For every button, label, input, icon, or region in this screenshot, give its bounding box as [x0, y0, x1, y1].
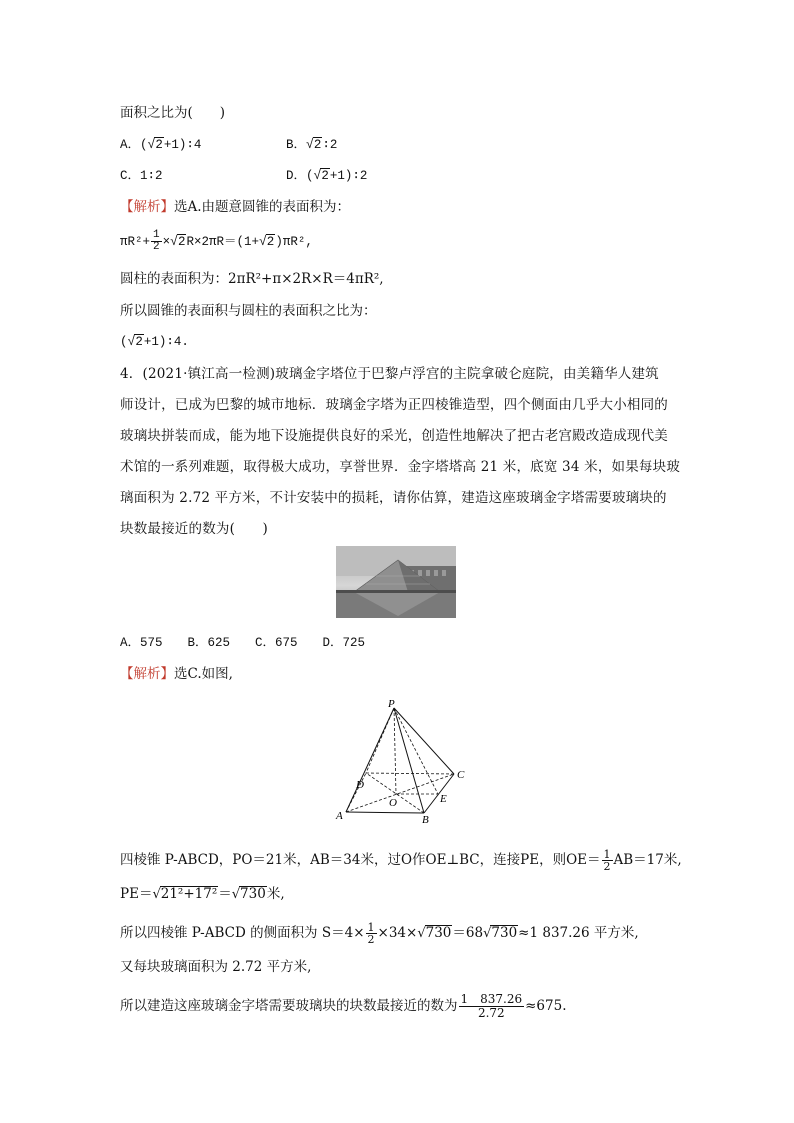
sqrt-arg: 21²+17² — [160, 886, 218, 902]
formula-part2: × — [162, 234, 171, 249]
frac-num: 1 — [153, 229, 160, 241]
q4-solution-5 — [120, 993, 567, 1020]
q4-solution-1 — [120, 849, 682, 872]
sqrt-symbol: √ — [147, 137, 156, 152]
pyramid-svg — [330, 698, 470, 826]
q3-ratio-intro: 所以圆锥的表面积与圆柱的表面积之比为： — [120, 303, 377, 319]
option-a-tail: +1)∶4 — [163, 138, 202, 152]
louvre-pyramid-photo — [336, 546, 456, 618]
q4-options: A．575 B．625 C．675 D．725 — [120, 636, 366, 650]
fraction — [459, 993, 525, 1020]
sqrt-symbol: √ — [483, 926, 492, 941]
label-o: O — [389, 797, 397, 809]
sqrt-symbol: √ — [258, 233, 267, 249]
sol3-c: ＝68 — [452, 925, 484, 941]
sqrt-symbol: √ — [313, 168, 322, 183]
sqrt-arg: 2 — [266, 234, 275, 249]
sqrt-arg: 2 — [177, 234, 186, 249]
label-c: C — [457, 769, 465, 781]
formula-part3: R×2πR＝(1+ — [186, 234, 259, 249]
sqrt-symbol: √ — [306, 137, 314, 152]
edge-pa — [346, 708, 394, 812]
formula-part4: )πR², — [275, 234, 313, 249]
option-a-label: A．( — [120, 138, 148, 152]
frac-den: 2 — [153, 241, 160, 253]
edge-dc — [366, 773, 454, 774]
sqrt-arg: 2 — [313, 138, 322, 152]
label-e: E — [440, 793, 447, 805]
edge-pb — [394, 708, 424, 813]
analysis-tag: 【解析】 — [120, 199, 174, 215]
sqrt-arg: 2 — [321, 169, 329, 183]
q4-line-1: 4．(2021·镇江高一检测)玻璃金字塔位于巴黎卢浮宫的主院拿破仑庭院，由美籍华人建筑 — [120, 366, 659, 382]
sqrt-symbol: √ — [231, 887, 241, 902]
fraction — [602, 849, 613, 872]
slant-pe — [394, 708, 438, 794]
sol1-a: 四棱锥 P-ABCD，PO＝21米，AB＝34米，过O作OE⊥BC，连接PE，则OE＝ — [120, 852, 601, 868]
sqrt-symbol: √ — [170, 233, 178, 249]
sqrt-symbol: √ — [417, 926, 426, 941]
ratio-open: ( — [120, 335, 128, 349]
q3-ratio — [120, 333, 189, 351]
sqrt-arg: 2 — [155, 138, 163, 152]
edge-bc — [424, 774, 454, 813]
edge-pd — [366, 708, 394, 773]
sol3-a: 所以四棱锥 P-ABCD 的侧面积为 S＝4× — [120, 925, 365, 941]
fraction — [366, 922, 377, 945]
height-po — [394, 708, 396, 794]
analysis-lead: 选C.如图, — [174, 666, 233, 682]
sol2-c: 米, — [266, 886, 285, 902]
sqrt-symbol: √ — [152, 887, 161, 902]
sqrt-arg: 730 — [240, 886, 266, 902]
frac-num: 1 — [603, 848, 611, 861]
q3-option-a — [120, 136, 201, 154]
q3-analysis — [120, 198, 350, 216]
frac-num: 1 — [367, 921, 375, 934]
sol3-d: ≈1 837.26 平方米, — [518, 925, 639, 941]
option-b-label: B． — [286, 138, 307, 152]
option-b-tail: ∶2 — [322, 138, 338, 152]
label-p: P — [388, 698, 395, 710]
q3-stem-tail: 面积之比为( ) — [120, 105, 226, 121]
sol2-b: ＝ — [218, 886, 232, 902]
option-d-label: D．( — [286, 169, 314, 183]
label-a: A — [336, 810, 343, 822]
q4-line-2: 师设计，已成为巴黎的城市地标．玻璃金字塔为正四棱锥造型，四个侧面由几乎大小相同的 — [120, 397, 668, 413]
sol5-a: 所以建造这座玻璃金字塔需要玻璃块的块数最接近的数为 — [120, 998, 458, 1014]
q4-line-3: 玻璃块拼装而成，能为地下设施提供良好的采光，创造性地解决了把古老宫殿改造成现代美 — [120, 428, 668, 444]
analysis-tag: 【解析】 — [120, 666, 174, 682]
q3-option-c: C．1∶2 — [120, 169, 163, 183]
label-d: D — [356, 779, 364, 791]
sol2-a: PE＝ — [120, 886, 153, 902]
sqrt-arg: 2 — [135, 335, 143, 349]
q3-option-b — [286, 136, 337, 154]
frac-den: 2 — [367, 933, 375, 946]
frac-den: 2.72 — [477, 1006, 505, 1020]
sol5-b: ≈675. — [525, 998, 567, 1014]
q4-solution-4: 又每块玻璃面积为 2.72 平方米, — [120, 959, 312, 975]
analysis-lead: 选A.由题意圆锥的表面积为： — [174, 199, 351, 215]
q3-cylinder-area: 圆柱的表面积为：2πR²+π×2R×R＝4πR², — [120, 271, 384, 287]
pyramid-diagram — [330, 698, 470, 830]
q3-option-d — [286, 167, 367, 185]
q4-line-5: 璃面积为 2.72 平方米，不计安装中的损耗，请你估算，建造这座玻璃金字塔需要玻璃块的 — [120, 490, 667, 506]
sol1-b: AB＝17米, — [613, 852, 682, 868]
q3-cone-formula — [120, 230, 313, 253]
option-d-tail: +1)∶2 — [329, 169, 368, 183]
sol3-b: ×34× — [377, 925, 418, 941]
q4-analysis — [120, 665, 233, 683]
sqrt-arg: 730 — [491, 925, 518, 941]
frac-den: 2 — [603, 860, 611, 873]
sqrt-symbol: √ — [127, 334, 136, 349]
sqrt-arg: 730 — [425, 925, 452, 941]
q4-line-6: 块数最接近的数为( ) — [120, 521, 268, 537]
q4-solution-3 — [120, 922, 639, 945]
q4-line-4: 术馆的一系列难题，取得极大成功，享誉世界．金字塔塔高 21 米，底宽 34 米，如果每块玻 — [120, 459, 681, 475]
label-b: B — [422, 814, 429, 826]
q4-solution-2 — [120, 885, 285, 904]
ratio-tail: +1)∶4. — [143, 335, 189, 349]
frac-num: 1 837.26 — [460, 992, 523, 1006]
edge-ab — [346, 812, 424, 813]
formula-part1: πR²+ — [120, 234, 151, 249]
fraction — [151, 230, 162, 253]
pyramid-photo-drawing — [336, 546, 456, 618]
